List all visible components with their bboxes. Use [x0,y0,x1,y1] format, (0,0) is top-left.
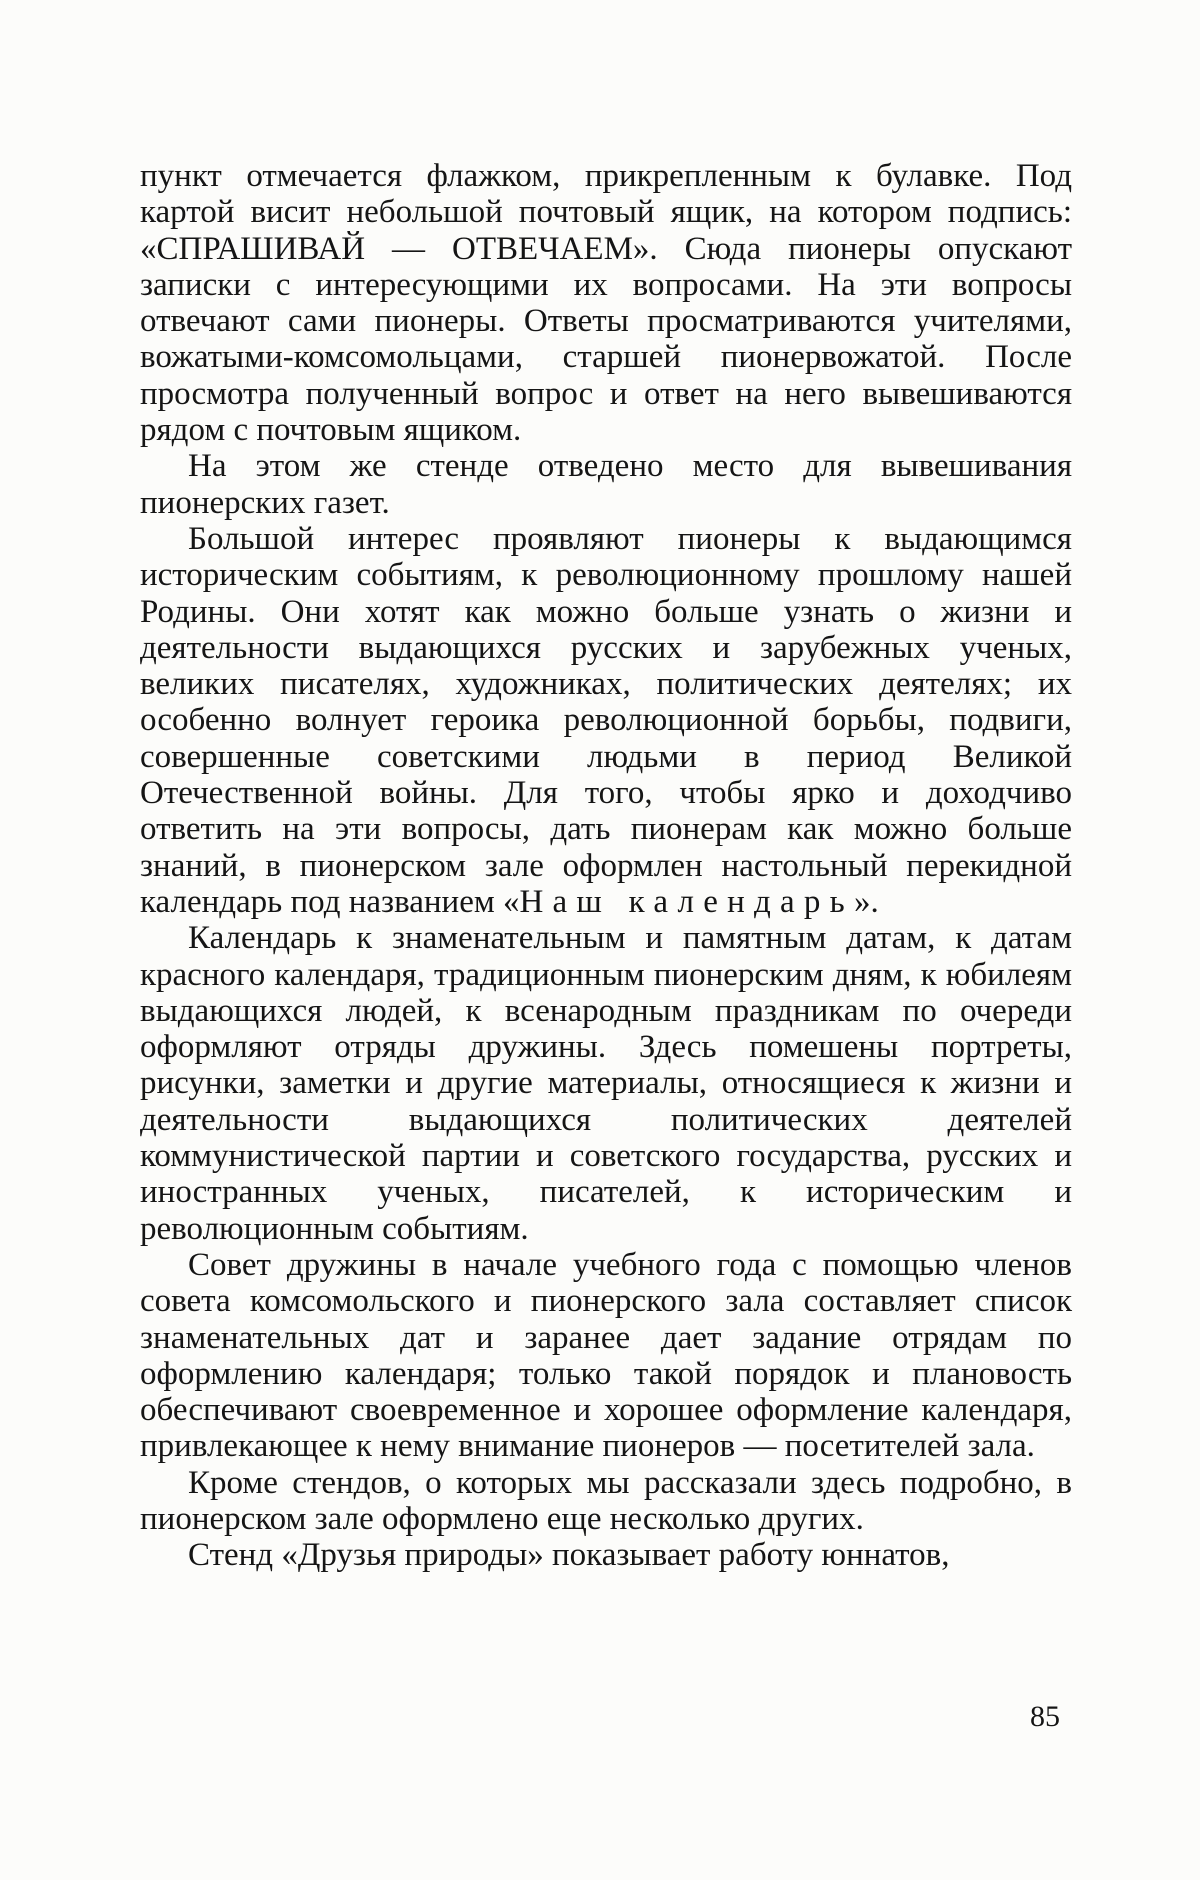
page-number: 85 [1030,1700,1060,1733]
paragraph-2: На этом же стенде отведено место для вывешивания пионерских газет. [140,448,1072,521]
paragraph-7: Стенд «Друзья природы» показывает работу юннатов, [188,1537,950,1574]
paragraph-3-text: Большой интерес проявляют пионеры к выдающимся историческим событиям, к революционному прошлому нашей Родины. Они хотят как можно больше узнать о жизни и деятельности выдающихся русских и зарубежных ученых, великих писателях, художниках, политических деятелях; их особенно волнует героика революционной борьбы, подвиги, совершенные советскими людьми в период Великой Отечественной войны. Для того, чтобы ярко и доходчиво ответить на эти вопросы, дать пионерам как можно больше знаний, в пионерском зале оформлен настольный перекидной календарь под названием « [140,520,1072,920]
paragraph-5: Совет дружины в начале учебного года с помощью членов совета комсомольского и пионерского зала составляет список знаменательных дат и заранее дает задание отрядам по оформлению календаря; только такой порядок и плановость обеспечивают своевременное и хорошее оформление календаря, привлекающее к нему внимание пионеров — посетителей зала. [140,1246,1072,1465]
paragraph-4: Календарь к знаменательным и памятным датам, к датам красного календаря, традиционным пионерским дням, к юбилеям выдающихся людей, к всенародным праздникам по очереди оформляют отряды дружины. Здесь помешены портреты, рисунки, заметки и другие материалы, относящиеся к жизни и деятельности выдающихся политических деятелей коммунистической партии и советского государства, русских и иностранных ученых, писателей, к историческим и революционным событиям. [140,920,1072,1247]
calendar-name: Наш календарь [519,883,854,920]
calendar-name-close: ». [853,883,879,920]
body-text [140,158,1072,1574]
paragraph-3 [140,521,1072,920]
paragraph-1: пункт отмечается флажком, прикрепленным к булавке. Под картой висит небольшой почтовый ящик, на котором подпись: «СПРАШИВАЙ — ОТВЕЧАЕМ». Сюда пионеры опускают записки с интересующими их вопросами. На эти вопросы отвечают сами пионеры. Ответы просматриваются учителями, вожатыми-комсомольцами, старшей пионервожатой. После просмотра полученный вопрос и ответ на него вывешиваются рядом с почтовым ящиком. [140,158,1072,449]
paragraph-6: Кроме стендов, о которых мы рассказали здесь подробно, в пионерском зале оформлено еще несколько других. [140,1464,1072,1537]
